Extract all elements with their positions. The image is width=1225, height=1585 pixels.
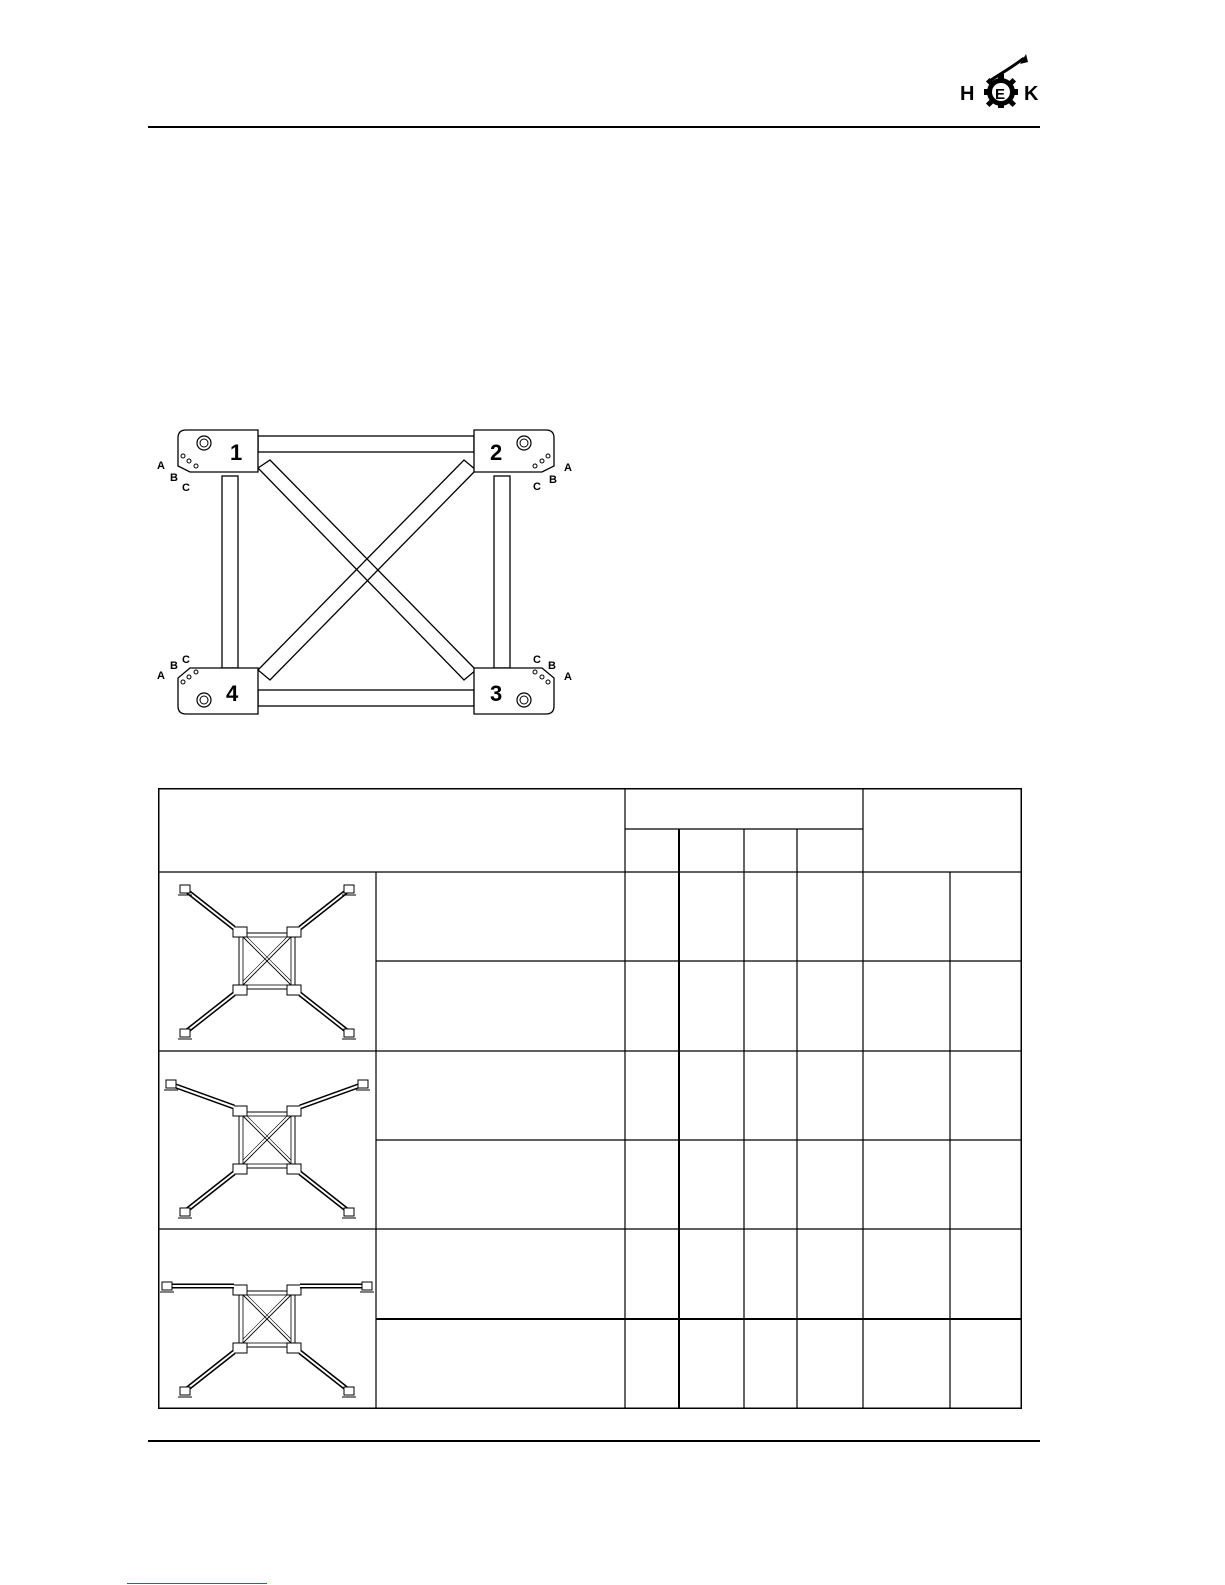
- corner-3-hole-c: C: [533, 654, 541, 666]
- right-tube: [494, 476, 510, 668]
- corner-plate-1: [157, 430, 258, 494]
- logo-letter-k: K: [1024, 83, 1039, 105]
- corner-number-3: 3: [490, 681, 503, 706]
- outrigger-diagonal-spread-icon: [178, 885, 356, 1039]
- corner-3-hole-b: B: [548, 660, 556, 672]
- footer-rule: [148, 1440, 1040, 1442]
- outrigger-configuration-table: [158, 788, 1022, 1409]
- header-rule: [148, 126, 1040, 128]
- corner-4-hole-c: C: [182, 654, 190, 666]
- top-tube: [258, 436, 474, 452]
- corner-1-hole-a: A: [157, 460, 165, 472]
- frame-corner-diagram: [150, 420, 590, 730]
- corner-plate-2: [474, 430, 572, 493]
- diagonal-brace-a: [258, 460, 476, 680]
- corner-2-hole-a: A: [564, 462, 572, 474]
- logo-letter-h: H: [960, 83, 975, 105]
- bottom-tube: [258, 690, 474, 706]
- footnote-separator: [127, 1583, 267, 1584]
- outrigger-horizontal-top-spread-icon: [160, 1282, 374, 1397]
- corner-plate-3: [474, 654, 572, 714]
- corner-1-hole-b: B: [170, 472, 178, 484]
- corner-plate-4: [157, 654, 258, 714]
- corner-number-1: 1: [230, 440, 243, 465]
- corner-2-hole-c: C: [533, 481, 541, 493]
- left-tube: [222, 476, 238, 668]
- corner-1-hole-c: C: [182, 482, 190, 494]
- logo-letter-e: E: [995, 86, 1006, 103]
- corner-number-2: 2: [490, 440, 503, 465]
- corner-4-hole-b: B: [170, 660, 178, 672]
- hek-logo: [958, 52, 1044, 108]
- corner-3-hole-a: A: [564, 671, 572, 683]
- corner-4-hole-a: A: [157, 670, 165, 682]
- gear-arrow-logo-icon: [984, 54, 1028, 108]
- diagonal-brace-b: [258, 460, 476, 680]
- corner-2-hole-b: B: [549, 474, 557, 486]
- corner-number-4: 4: [226, 681, 239, 706]
- outrigger-wide-top-spread-icon: [164, 1080, 370, 1218]
